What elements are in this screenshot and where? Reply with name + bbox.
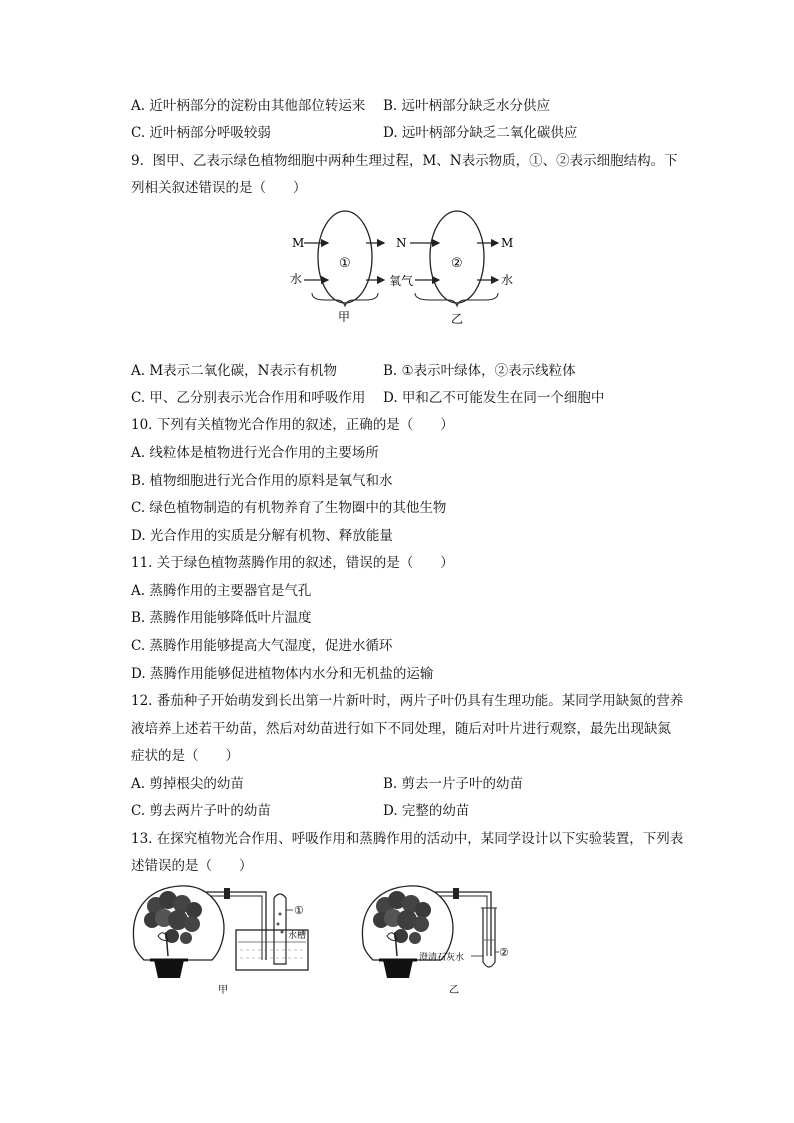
plant-foliage-jia [144, 891, 202, 944]
q9-option-c: C. 甲、乙分别表示光合作用和呼吸作用 [131, 390, 366, 406]
q13-stem-line2: 述错误的是（ ） [131, 858, 253, 874]
q13-apparatus-jia [128, 880, 318, 1000]
q11-option-d: D. 蒸腾作用能够促进植物体内水分和无机盐的运输 [131, 666, 434, 682]
q12-option-d: D. 完整的幼苗 [383, 803, 470, 819]
m-left-label: M [292, 236, 305, 250]
q9-figure [285, 205, 525, 335]
marker-2: ② [499, 946, 509, 959]
plant-foliage-yi [373, 891, 431, 944]
brace-jia [312, 293, 378, 306]
q10-option-c: C. 绿色植物制造的有机物养育了生物圈中的其他生物 [131, 500, 447, 516]
limewater-label: 澄清石灰水 [419, 953, 465, 963]
q9-option-d: D. 甲和乙不可能发生在同一个细胞中 [383, 390, 605, 406]
water-tank-label: 水槽 [288, 931, 307, 941]
test-tube-jia [274, 894, 286, 964]
q12-option-b: B. 剪去一片子叶的幼苗 [383, 776, 524, 792]
flower-pot-jia [154, 960, 184, 978]
q10-option-a: A. 线粒体是植物进行光合作用的主要场所 [131, 445, 379, 461]
oxygen-label: 氧气 [389, 274, 414, 288]
q10-option-b: B. 植物细胞进行光合作用的原料是氧气和水 [131, 473, 393, 489]
m-right-label: M [501, 236, 514, 250]
q11-option-b: B. 蒸腾作用能够降低叶片温度 [131, 610, 312, 626]
n-mid-label: N [396, 236, 407, 250]
yi-apparatus-label: 乙 [449, 985, 459, 996]
q13-stem-line1: 13. 在探究植物光合作用、呼吸作用和蒸腾作用的活动中，某同学设计以下实验装置，下列表 [131, 831, 684, 847]
q11-stem: 11. 关于绿色植物蒸腾作用的叙述，错误的是（ ） [131, 555, 454, 571]
prev-option-d: D. 远叶柄部分缺乏二氧化碳供应 [383, 125, 578, 141]
prev-option-c: C. 近叶柄部分呼吸较弱 [131, 125, 271, 141]
jia-label: 甲 [338, 310, 351, 324]
circle-2-label: ② [451, 256, 463, 271]
prev-option-a: A. 近叶柄部分的淀粉由其他部位转运来 [131, 98, 366, 114]
circle-1-label: ① [339, 256, 351, 271]
q9-stem-line1: 9. 图甲、乙表示绿色植物细胞中两种生理过程，M、N表示物质，①、②表示细胞结构。下 [131, 153, 678, 169]
q12-option-c: C. 剪去两片子叶的幼苗 [131, 803, 271, 819]
flower-pot-yi [383, 960, 413, 978]
q9-stem-line2: 列相关叙述错误的是（ ） [131, 180, 307, 196]
q12-stem-line1: 12. 番茄种子开始萌发到长出第一片新叶时，两片子叶仍具有生理功能。某同学用缺氮的营养 [131, 693, 684, 709]
q9-option-b: B. ①表示叶绿体，②表示线粒体 [383, 363, 576, 379]
q10-stem: 10. 下列有关植物光合作用的叙述，正确的是（ ） [131, 417, 454, 433]
water-left-label: 水 [290, 272, 303, 286]
q9-option-a: A. M表示二氧化碳，N表示有机物 [131, 363, 337, 379]
test-tube-yi [483, 908, 495, 967]
q11-option-a: A. 蒸腾作用的主要器官是气孔 [131, 583, 312, 599]
q12-stem-line2: 液培养上述若干幼苗，然后对幼苗进行如下不同处理，随后对叶片进行观察，最先出现缺氮 [131, 721, 671, 737]
brace-yi [415, 293, 498, 306]
yi-label: 乙 [451, 312, 464, 326]
water-right-label: 水 [501, 273, 514, 287]
q11-option-c: C. 蒸腾作用能够提高大气湿度，促进水循环 [131, 638, 393, 654]
q13-apparatus-yi [357, 880, 527, 1000]
q12-option-a: A. 剪掉根尖的幼苗 [131, 776, 244, 792]
marker-1: ① [294, 904, 304, 917]
jia-apparatus-label: 甲 [218, 985, 228, 996]
prev-option-b: B. 远叶柄部分缺乏水分供应 [383, 98, 551, 114]
q12-stem-line3: 症状的是（ ） [131, 748, 239, 764]
q10-option-d: D. 光合作用的实质是分解有机物、释放能量 [131, 528, 393, 544]
